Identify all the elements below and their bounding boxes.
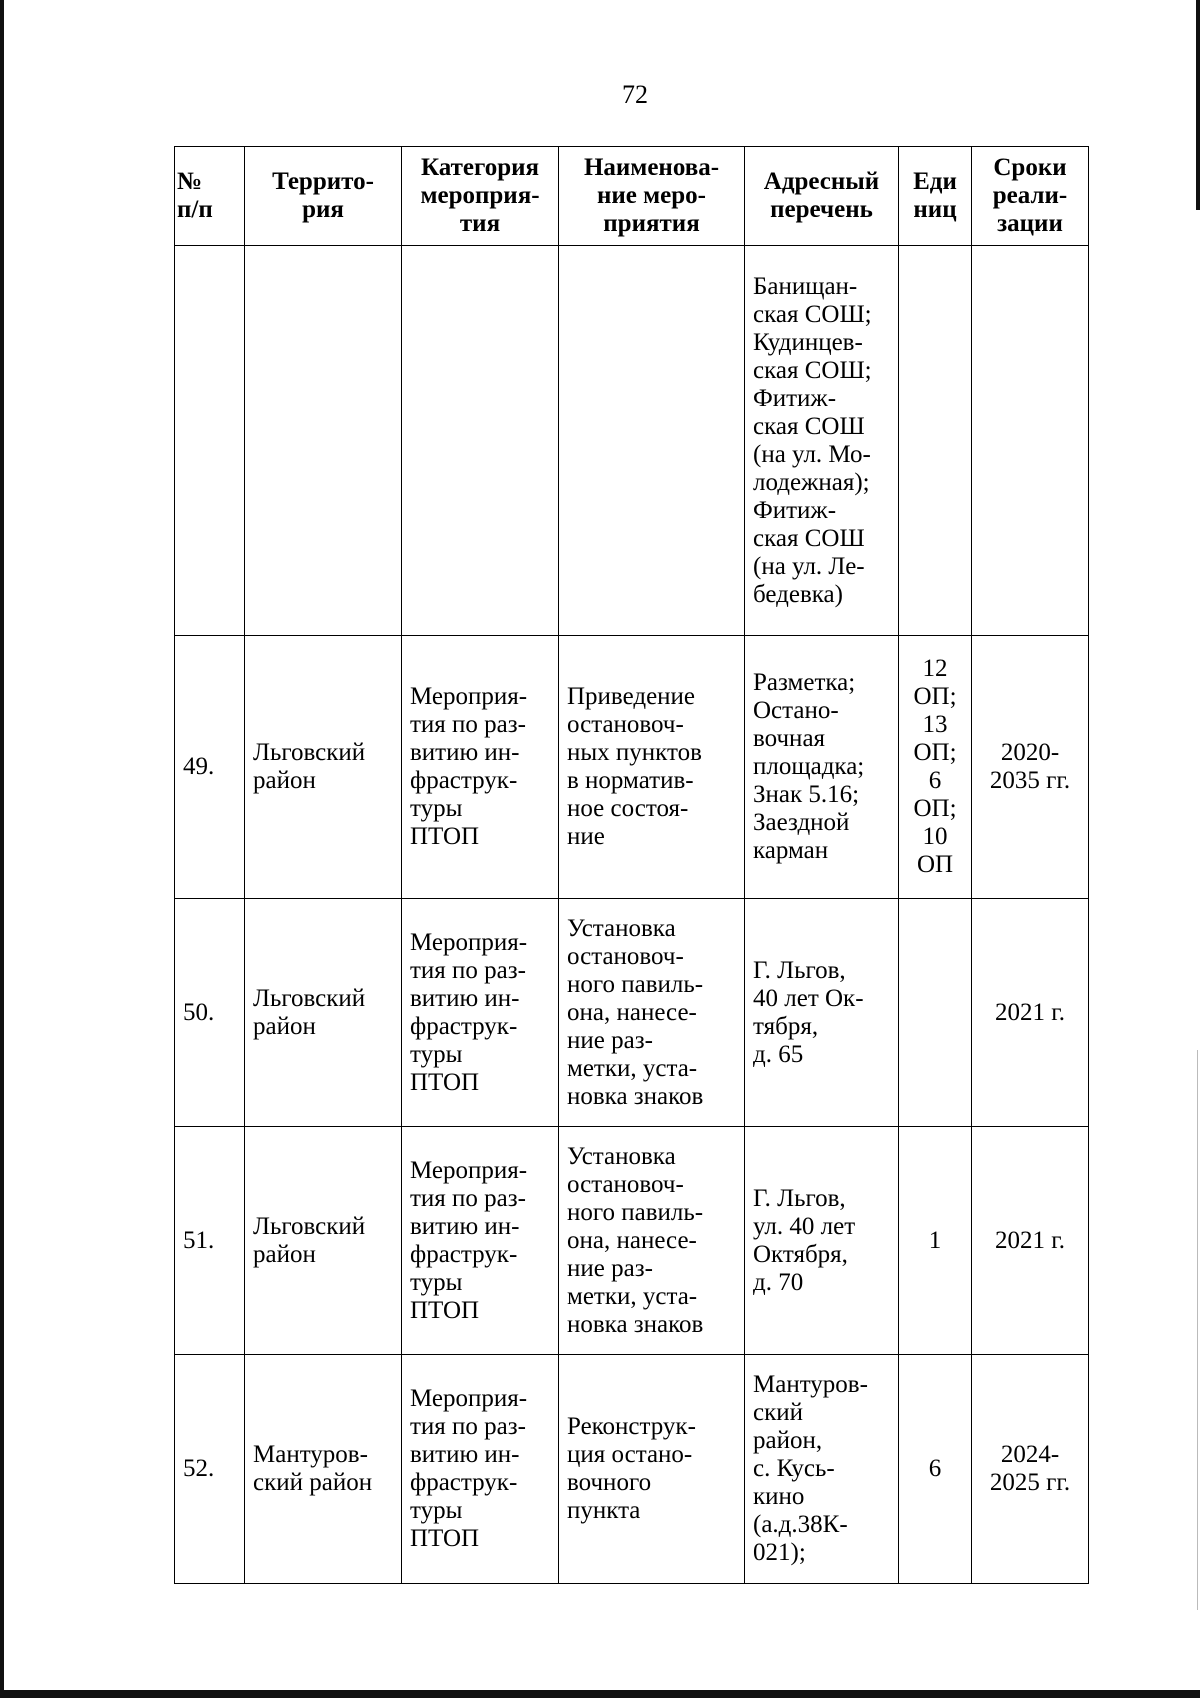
cell-territory: Льговский район bbox=[245, 1127, 402, 1355]
cell-num bbox=[175, 246, 245, 636]
table-row bbox=[175, 899, 1089, 1127]
cell-num: 51. bbox=[175, 1127, 245, 1355]
scan-right-edge bbox=[1196, 0, 1200, 210]
cell-terms: 2021 г. bbox=[972, 1127, 1089, 1355]
page-number-text: 72 bbox=[622, 80, 648, 109]
table-header-row bbox=[175, 147, 1089, 246]
cell-name: Установка остановоч- ного павиль- она, нанесе- ние раз- метки, уста- новка знаков bbox=[559, 1127, 745, 1355]
cell-category: Мероприя- тия по раз- витию ин- фраструк- туры ПТОП bbox=[402, 899, 559, 1127]
scan-right-edge-faint bbox=[1197, 1050, 1198, 1610]
cell-num: 50. bbox=[175, 899, 245, 1127]
scan-bottom-edge bbox=[0, 1690, 1200, 1698]
table-row bbox=[175, 246, 1089, 636]
table-row bbox=[175, 1355, 1089, 1584]
cell-terms: 2021 г. bbox=[972, 899, 1089, 1127]
header-territory: Террито- рия bbox=[245, 147, 402, 246]
cell-name: Установка остановоч- ного павиль- она, нанесе- ние раз- метки, уста- новка знаков bbox=[559, 899, 745, 1127]
measures-table bbox=[174, 146, 1089, 1584]
cell-address: Разметка; Остано- вочная площадка; Знак 5.16; Заездной карман bbox=[745, 636, 899, 899]
cell-terms bbox=[972, 246, 1089, 636]
cell-territory: Льговский район bbox=[245, 636, 402, 899]
table-row bbox=[175, 1127, 1089, 1355]
cell-units: 1 bbox=[899, 1127, 972, 1355]
cell-category: Мероприя- тия по раз- витию ин- фраструк- туры ПТОП bbox=[402, 1127, 559, 1355]
header-terms: Сроки реали- зации bbox=[972, 147, 1089, 246]
header-num: № п/п bbox=[175, 147, 245, 246]
cell-category bbox=[402, 246, 559, 636]
cell-units: 6 bbox=[899, 1355, 972, 1584]
header-units: Еди ниц bbox=[899, 147, 972, 246]
cell-name: Реконструк- ция остано- вочного пункта bbox=[559, 1355, 745, 1584]
header-address: Адресный перечень bbox=[745, 147, 899, 246]
cell-units: 12 ОП; 13 ОП; 6 ОП; 10 ОП bbox=[899, 636, 972, 899]
cell-territory bbox=[245, 246, 402, 636]
cell-units bbox=[899, 246, 972, 636]
page-number bbox=[560, 80, 710, 110]
cell-name bbox=[559, 246, 745, 636]
cell-address: Банищан- ская СОШ; Кудинцев- ская СОШ; Фитиж- ская СОШ (на ул. Мо- лодежная); Фитиж- ская СОШ (на ул. Ле- бедевка) bbox=[745, 246, 899, 636]
cell-terms: 2020- 2035 гг. bbox=[972, 636, 1089, 899]
cell-category: Мероприя- тия по раз- витию ин- фраструк- туры ПТОП bbox=[402, 636, 559, 899]
scan-left-edge bbox=[0, 0, 4, 1698]
header-name: Наименова- ние меро- приятия bbox=[559, 147, 745, 246]
cell-territory: Льговский район bbox=[245, 899, 402, 1127]
cell-address: Г. Льгов, 40 лет Ок- тября, д. 65 bbox=[745, 899, 899, 1127]
header-category: Категория мероприя- тия bbox=[402, 147, 559, 246]
cell-num: 52. bbox=[175, 1355, 245, 1584]
cell-num: 49. bbox=[175, 636, 245, 899]
cell-address: Мантуров- ский район, с. Кусь- кино (а.д.38К- 021); bbox=[745, 1355, 899, 1584]
cell-territory: Мантуров- ский район bbox=[245, 1355, 402, 1584]
cell-category: Мероприя- тия по раз- витию ин- фраструк- туры ПТОП bbox=[402, 1355, 559, 1584]
cell-terms: 2024- 2025 гг. bbox=[972, 1355, 1089, 1584]
table-row bbox=[175, 636, 1089, 899]
cell-address: Г. Льгов, ул. 40 лет Октября, д. 70 bbox=[745, 1127, 899, 1355]
cell-name: Приведение остановоч- ных пунктов в норматив- ное состоя- ние bbox=[559, 636, 745, 899]
cell-units bbox=[899, 899, 972, 1127]
